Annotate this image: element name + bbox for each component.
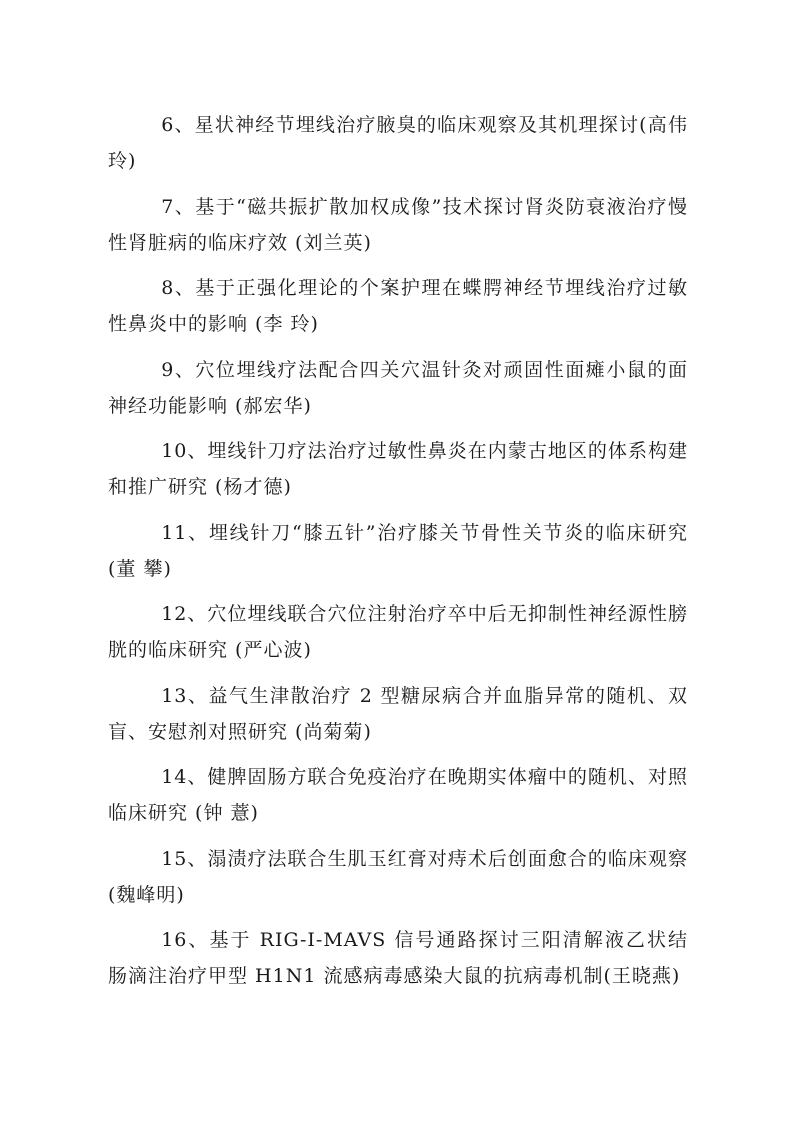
list-item: 10、埋线针刀疗法治疗过敏性鼻炎在内蒙古地区的体系构建和推广研究 (杨才德) xyxy=(108,440,688,498)
list-item: 6、星状神经节埋线治疗腋臭的临床观察及其机理探讨(高伟玲) xyxy=(108,114,688,172)
list-item: 11、埋线针刀“膝五针”治疗膝关节骨性关节炎的临床研究 (董 攀) xyxy=(108,521,688,580)
list-item: 14、健脾固肠方联合免疫治疗在晚期实体瘤中的随机、对照临床研究 (钟 薏) xyxy=(108,766,688,824)
list-item: 9、穴位埋线疗法配合四关穴温针灸对顽固性面瘫小鼠的面神经功能影响 (郝宏华) xyxy=(108,358,688,417)
list-item: 12、穴位埋线联合穴位注射治疗卒中后无抑制性神经源性膀胱的临床研究 (严心波) xyxy=(108,603,688,661)
research-project-list xyxy=(108,107,688,1004)
list-item: 16、基于 RIG-I-MAVS 信号通路探讨三阳清解液乙状结肠滴注治疗甲型 H1N1 流感病毒感染大鼠的抗病毒机制(王晓燕) xyxy=(108,929,688,987)
list-item: 13、益气生津散治疗 2 型糖尿病合并血脂异常的随机、双盲、安慰剂对照研究 (尚菊菊) xyxy=(108,684,688,743)
list-item: 7、基于“磁共振扩散加权成像”技术探讨肾炎防衰液治疗慢性肾脏病的临床疗效 (刘兰英) xyxy=(108,195,688,254)
list-item: 8、基于正强化理论的个案护理在蝶腭神经节埋线治疗过敏性鼻炎中的影响 (李 玲) xyxy=(108,277,688,335)
list-item: 15、溻渍疗法联合生肌玉红膏对痔术后创面愈合的临床观察 (魏峰明) xyxy=(108,847,688,906)
